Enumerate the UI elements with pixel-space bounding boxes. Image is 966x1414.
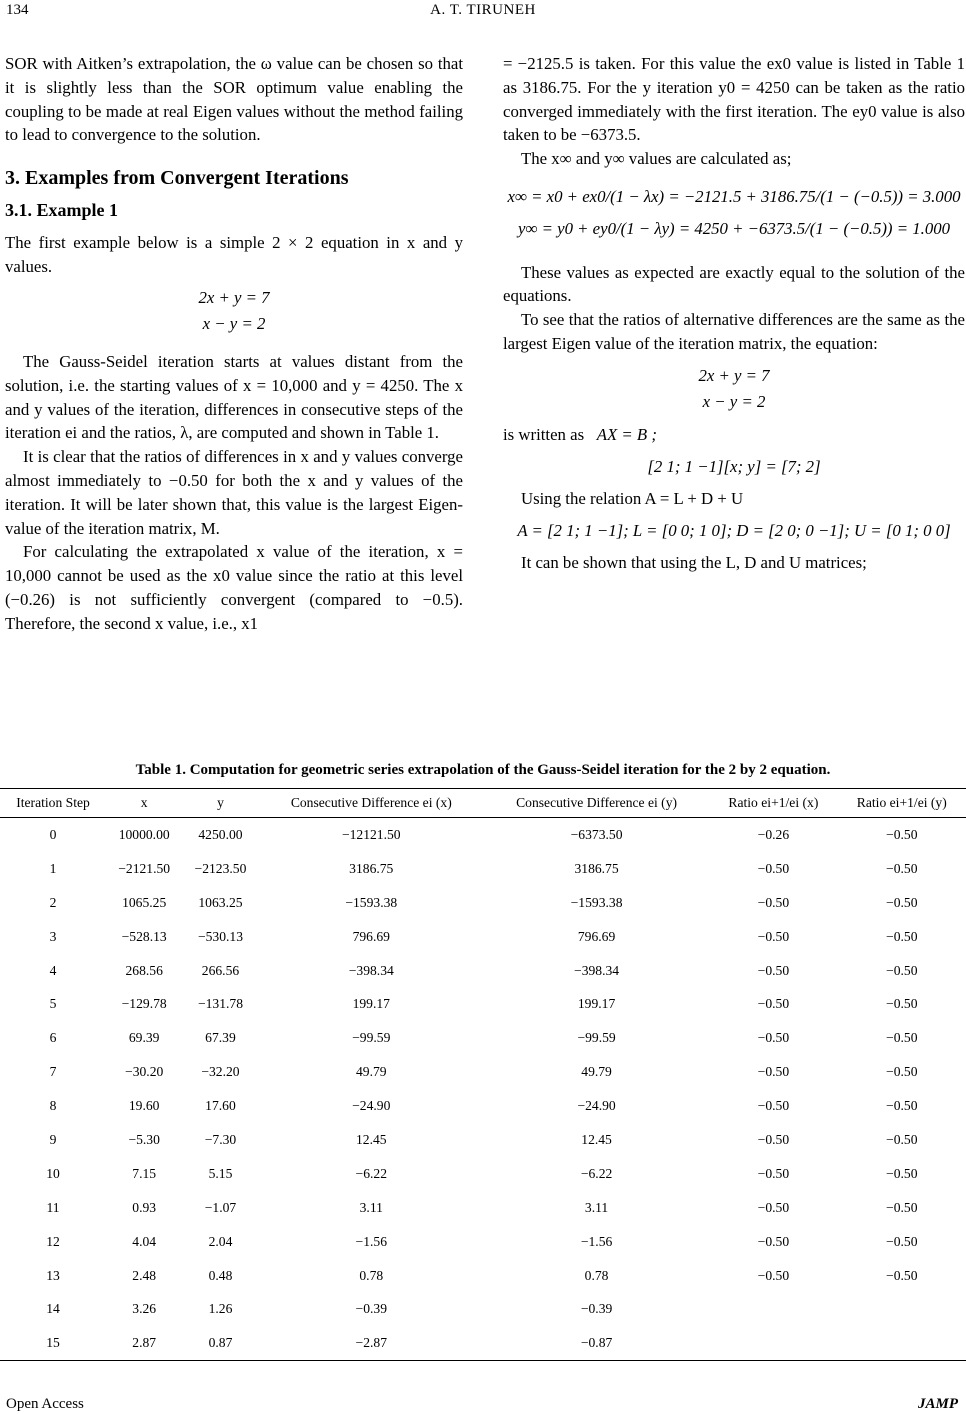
- table-cell: 1.26: [208, 1301, 233, 1317]
- table-cell: 796.69: [352, 928, 390, 944]
- table-cell: 19.60: [128, 1098, 160, 1114]
- table-cell: −0.50: [757, 996, 790, 1012]
- table-cell: −32.20: [201, 1064, 240, 1080]
- table-cell: −398.34: [348, 962, 394, 978]
- table-cell: −1.07: [204, 1199, 237, 1215]
- table-cell: −6.22: [355, 1165, 387, 1181]
- table-cell: 2: [49, 894, 57, 910]
- table-cell: −0.50: [886, 1233, 918, 1249]
- table-cell: 2.04: [208, 1233, 233, 1249]
- table-cell: 1: [49, 860, 57, 876]
- paragraph: The Gauss-Seidel iteration starts at values distant from the solution, i.e. the starting values of x = 10,000 and y = 4250. The x and y values of the iteration, differences in consecutive steps of the iteration ei and the ratios, λ, are computed and shown in Table 1.: [5, 351, 463, 443]
- ldu-matrices: A = [2 1; 1 −1]; L = [0 0; 1 0]; D = [2 0; 0 −1]; U = [0 1; 0 0]: [517, 520, 951, 540]
- table-cell: 1063.25: [198, 894, 243, 910]
- table-cell: 10000.00: [118, 826, 170, 842]
- table-cell: 12: [46, 1233, 60, 1249]
- paragraph: These values as expected are exactly equal to the solution of the equations.: [503, 262, 965, 306]
- table-cell: 3.11: [359, 1199, 383, 1215]
- right-column: [503, 52, 965, 574]
- table-cell: 3186.75: [574, 860, 619, 876]
- table-row: [0, 1123, 966, 1157]
- table-cell: −2121.50: [118, 860, 171, 876]
- column-header: Iteration Step: [0, 789, 106, 818]
- table-cell: −2123.50: [194, 860, 247, 876]
- table-cell: −99.59: [577, 1030, 616, 1046]
- table-cell: −0.39: [580, 1301, 613, 1317]
- table-cell: −7.30: [204, 1131, 237, 1147]
- table-row: [0, 1259, 966, 1293]
- table-cell: 4.04: [132, 1233, 157, 1249]
- table-row: [0, 1292, 966, 1326]
- table-cell: −5.30: [128, 1131, 160, 1147]
- table-cell: −0.50: [886, 928, 918, 944]
- section-heading: 3. Examples from Convergent Iterations: [5, 167, 349, 190]
- page-number: 134: [6, 2, 29, 18]
- table-cell: 2.87: [106, 1326, 182, 1360]
- inline-text: is written as: [503, 425, 585, 445]
- table-cell: 1065.25: [122, 894, 167, 910]
- table-cell: −530.13: [197, 928, 243, 944]
- footer-open-access: Open Access: [6, 1396, 84, 1412]
- column-header: y: [182, 789, 258, 818]
- table-cell: 6: [49, 1030, 57, 1046]
- column-header: Ratio ei+1/ei (y): [838, 789, 966, 818]
- table-cell: −0.50: [757, 962, 790, 978]
- table-cell: 7.15: [132, 1165, 157, 1181]
- table-cell: 796.69: [577, 928, 616, 944]
- table-body: [0, 818, 966, 1361]
- table-cell: 10: [46, 1165, 60, 1181]
- table-cell: −1.56: [355, 1233, 387, 1249]
- table-cell: 15: [0, 1326, 106, 1360]
- table-cell: 0.87: [182, 1326, 258, 1360]
- table-cell: −129.78: [121, 996, 167, 1012]
- table-cell: −0.50: [757, 894, 790, 910]
- table-cell: −0.26: [757, 826, 790, 842]
- table-row: [0, 886, 966, 920]
- left-column: [5, 52, 463, 636]
- table-cell: 12.45: [355, 1131, 387, 1147]
- table-cell: −0.50: [886, 962, 918, 978]
- results-table: [0, 788, 966, 1361]
- table-cell: 12.45: [581, 1131, 612, 1147]
- table-cell: 3: [49, 928, 57, 944]
- table-cell: −0.50: [757, 1165, 790, 1181]
- table-cell: −0.50: [757, 928, 790, 944]
- table-cell: 2.48: [132, 1267, 157, 1283]
- table-cell: 268.56: [125, 962, 163, 978]
- table-cell: 49.79: [355, 1064, 387, 1080]
- table-cell: −2.87: [259, 1326, 484, 1360]
- paragraph: It is clear that the ratios of differences in x and y values converge almost immediately to −0.50 for both the x and y values of the iteration. It will be later shown that, this value is the largest Eigen-value of the iteration matrix, M.: [5, 447, 463, 538]
- table-cell: −1593.38: [345, 894, 398, 910]
- table-row: [0, 1021, 966, 1055]
- table-row: [0, 1191, 966, 1225]
- table-row: [0, 1326, 966, 1360]
- table-cell: −0.50: [886, 1165, 918, 1181]
- table-row: [0, 920, 966, 954]
- table-cell: 3.11: [584, 1199, 609, 1215]
- table-cell: 17.60: [205, 1098, 236, 1114]
- subsection-heading: 3.1. Example 1: [5, 199, 119, 220]
- table-cell: −0.50: [886, 1131, 918, 1147]
- paragraph: For calculating the extrapolated x value of the iteration, x = 10,000 cannot be used as the x0 value since the ratio at this level (−0.26) is not sufficiently convergent (compared to −0.5). Therefore, the second x value, i.e., x1: [5, 542, 463, 633]
- table-cell: −398.34: [574, 962, 620, 978]
- paragraph: = −2125.5 is taken. For this value the ex0 value is listed in Table 1 as 3186.75. For the y iteration y0 = 4250 can be taken as the ratio converged immediately with the first iteration. The ey0 value is also taken to be −6373.5.: [503, 54, 965, 145]
- table-cell: [838, 1292, 966, 1326]
- table-cell: 49.79: [581, 1064, 612, 1080]
- table-cell: 199.17: [577, 996, 616, 1012]
- paragraph: The x∞ and y∞ values are calculated as;: [521, 149, 792, 169]
- table-caption: Table 1. Computation for geometric series extrapolation of the Gauss-Seidel iteration for the 2 by 2 equation.: [135, 762, 831, 778]
- table-cell: −24.90: [577, 1098, 616, 1114]
- table-cell: −0.50: [886, 1030, 918, 1046]
- table-cell: −0.50: [886, 826, 918, 842]
- table-cell: −0.50: [886, 1064, 918, 1080]
- table-row: [0, 987, 966, 1021]
- table-cell: [709, 1326, 837, 1360]
- paragraph: Using the relation A = L + D + U: [521, 488, 744, 508]
- table-cell: [709, 1292, 837, 1326]
- table-cell: −528.13: [121, 928, 167, 944]
- table-cell: −0.50: [757, 1267, 790, 1283]
- footer-journal: JAMP: [917, 1396, 958, 1412]
- table-cell: 9: [49, 1131, 57, 1147]
- paragraph: SOR with Aitken’s extrapolation, the ω value can be chosen so that it is slightly less than the SOR optimum value enabling the coupling to be made at real Eigen values without the method failing to lead to convergence to the solution.: [5, 54, 463, 145]
- table-cell: −0.50: [886, 1267, 918, 1283]
- table-cell: 0.78: [359, 1267, 384, 1283]
- table-cell: −0.50: [757, 1030, 790, 1046]
- inline-equation: AX = B ;: [596, 425, 657, 445]
- table-cell: 199.17: [352, 996, 390, 1012]
- table-row: [0, 954, 966, 988]
- column-header: Ratio ei+1/ei (x): [709, 789, 837, 818]
- equation-2: x − y = 2: [202, 314, 266, 334]
- table-cell: −0.50: [757, 1233, 790, 1249]
- table-header-row: [0, 789, 966, 818]
- table-cell: −6.22: [580, 1165, 613, 1181]
- table-cell: 266.56: [201, 962, 240, 978]
- table-cell: −0.50: [757, 860, 790, 876]
- table-cell: −1593.38: [570, 894, 623, 910]
- equation-2: x − y = 2: [702, 391, 766, 411]
- equation-1: 2x + y = 7: [198, 288, 270, 308]
- table-cell: −131.78: [197, 996, 243, 1012]
- table-cell: 13: [46, 1267, 60, 1283]
- table-cell: 3186.75: [349, 860, 394, 876]
- column-header: x: [106, 789, 182, 818]
- table-cell: 11: [46, 1199, 60, 1215]
- table-cell: 4250.00: [198, 826, 243, 842]
- table-cell: 7: [49, 1064, 57, 1080]
- paragraph: It can be shown that using the L, D and U matrices;: [521, 552, 867, 572]
- table-cell: [838, 1326, 966, 1360]
- table-cell: 4: [49, 962, 57, 978]
- table-cell: −24.90: [352, 1098, 391, 1114]
- table-cell: −0.50: [757, 1199, 790, 1215]
- table-cell: −0.50: [757, 1098, 790, 1114]
- table-cell: 0: [49, 826, 57, 842]
- table-cell: 69.39: [128, 1030, 160, 1046]
- paragraph: [503, 423, 965, 447]
- table-cell: −0.50: [757, 1131, 790, 1147]
- table-cell: 8: [49, 1098, 57, 1114]
- running-header-author: A. T. TIRUNEH: [430, 2, 536, 18]
- paragraph: To see that the ratios of alternative differences are the same as the largest Eigen value of the iteration matrix, the equation:: [503, 310, 965, 353]
- table-cell: −12121.50: [341, 826, 401, 842]
- table-cell: −0.39: [355, 1301, 387, 1317]
- table-cell: −0.50: [886, 860, 918, 876]
- table-cell: 0.93: [132, 1199, 157, 1215]
- table-cell: −0.87: [484, 1326, 709, 1360]
- table-cell: −0.50: [886, 1199, 918, 1215]
- table-row: [0, 1157, 966, 1191]
- table-cell: 14: [46, 1301, 60, 1317]
- table-row: [0, 818, 966, 852]
- table-cell: −0.50: [886, 1098, 918, 1114]
- table-row: [0, 1225, 966, 1259]
- table-row: [0, 852, 966, 886]
- table-cell: 5: [49, 996, 57, 1012]
- equation-1: 2x + y = 7: [698, 365, 770, 385]
- paragraph: The first example below is a simple 2 × 2 equation in x and y values.: [5, 232, 463, 276]
- table-row: [0, 1089, 966, 1123]
- table-cell: 5.15: [208, 1165, 233, 1181]
- table-cell: −99.59: [352, 1030, 391, 1046]
- table-cell: −0.50: [886, 996, 918, 1012]
- table-cell: 67.39: [205, 1030, 236, 1046]
- table-cell: −0.50: [757, 1064, 790, 1080]
- table-cell: 3.26: [132, 1301, 157, 1317]
- formula-y-infinity: y∞ = y0 + ey0/(1 − λy) = 4250 + −6373.5/(1 − (−0.5)) = 1.000: [518, 218, 950, 238]
- table-cell: −6373.50: [570, 826, 623, 842]
- table-cell: 0.78: [584, 1267, 609, 1283]
- table-cell: 0.48: [208, 1267, 233, 1283]
- table-row: [0, 1055, 966, 1089]
- formula-x-infinity: x∞ = x0 + ex0/(1 − λx) = −2121.5 + 3186.75/(1 − (−0.5)) = 3.000: [507, 186, 961, 206]
- table-cell: −1.56: [580, 1233, 613, 1249]
- table-cell: −0.50: [886, 894, 918, 910]
- table-cell: −30.20: [125, 1064, 164, 1080]
- column-header: Consecutive Difference ei (x): [259, 789, 484, 818]
- column-header: Consecutive Difference ei (y): [484, 789, 709, 818]
- matrix-equation: [2 1; 1 −1][x; y] = [7; 2]: [647, 457, 821, 477]
